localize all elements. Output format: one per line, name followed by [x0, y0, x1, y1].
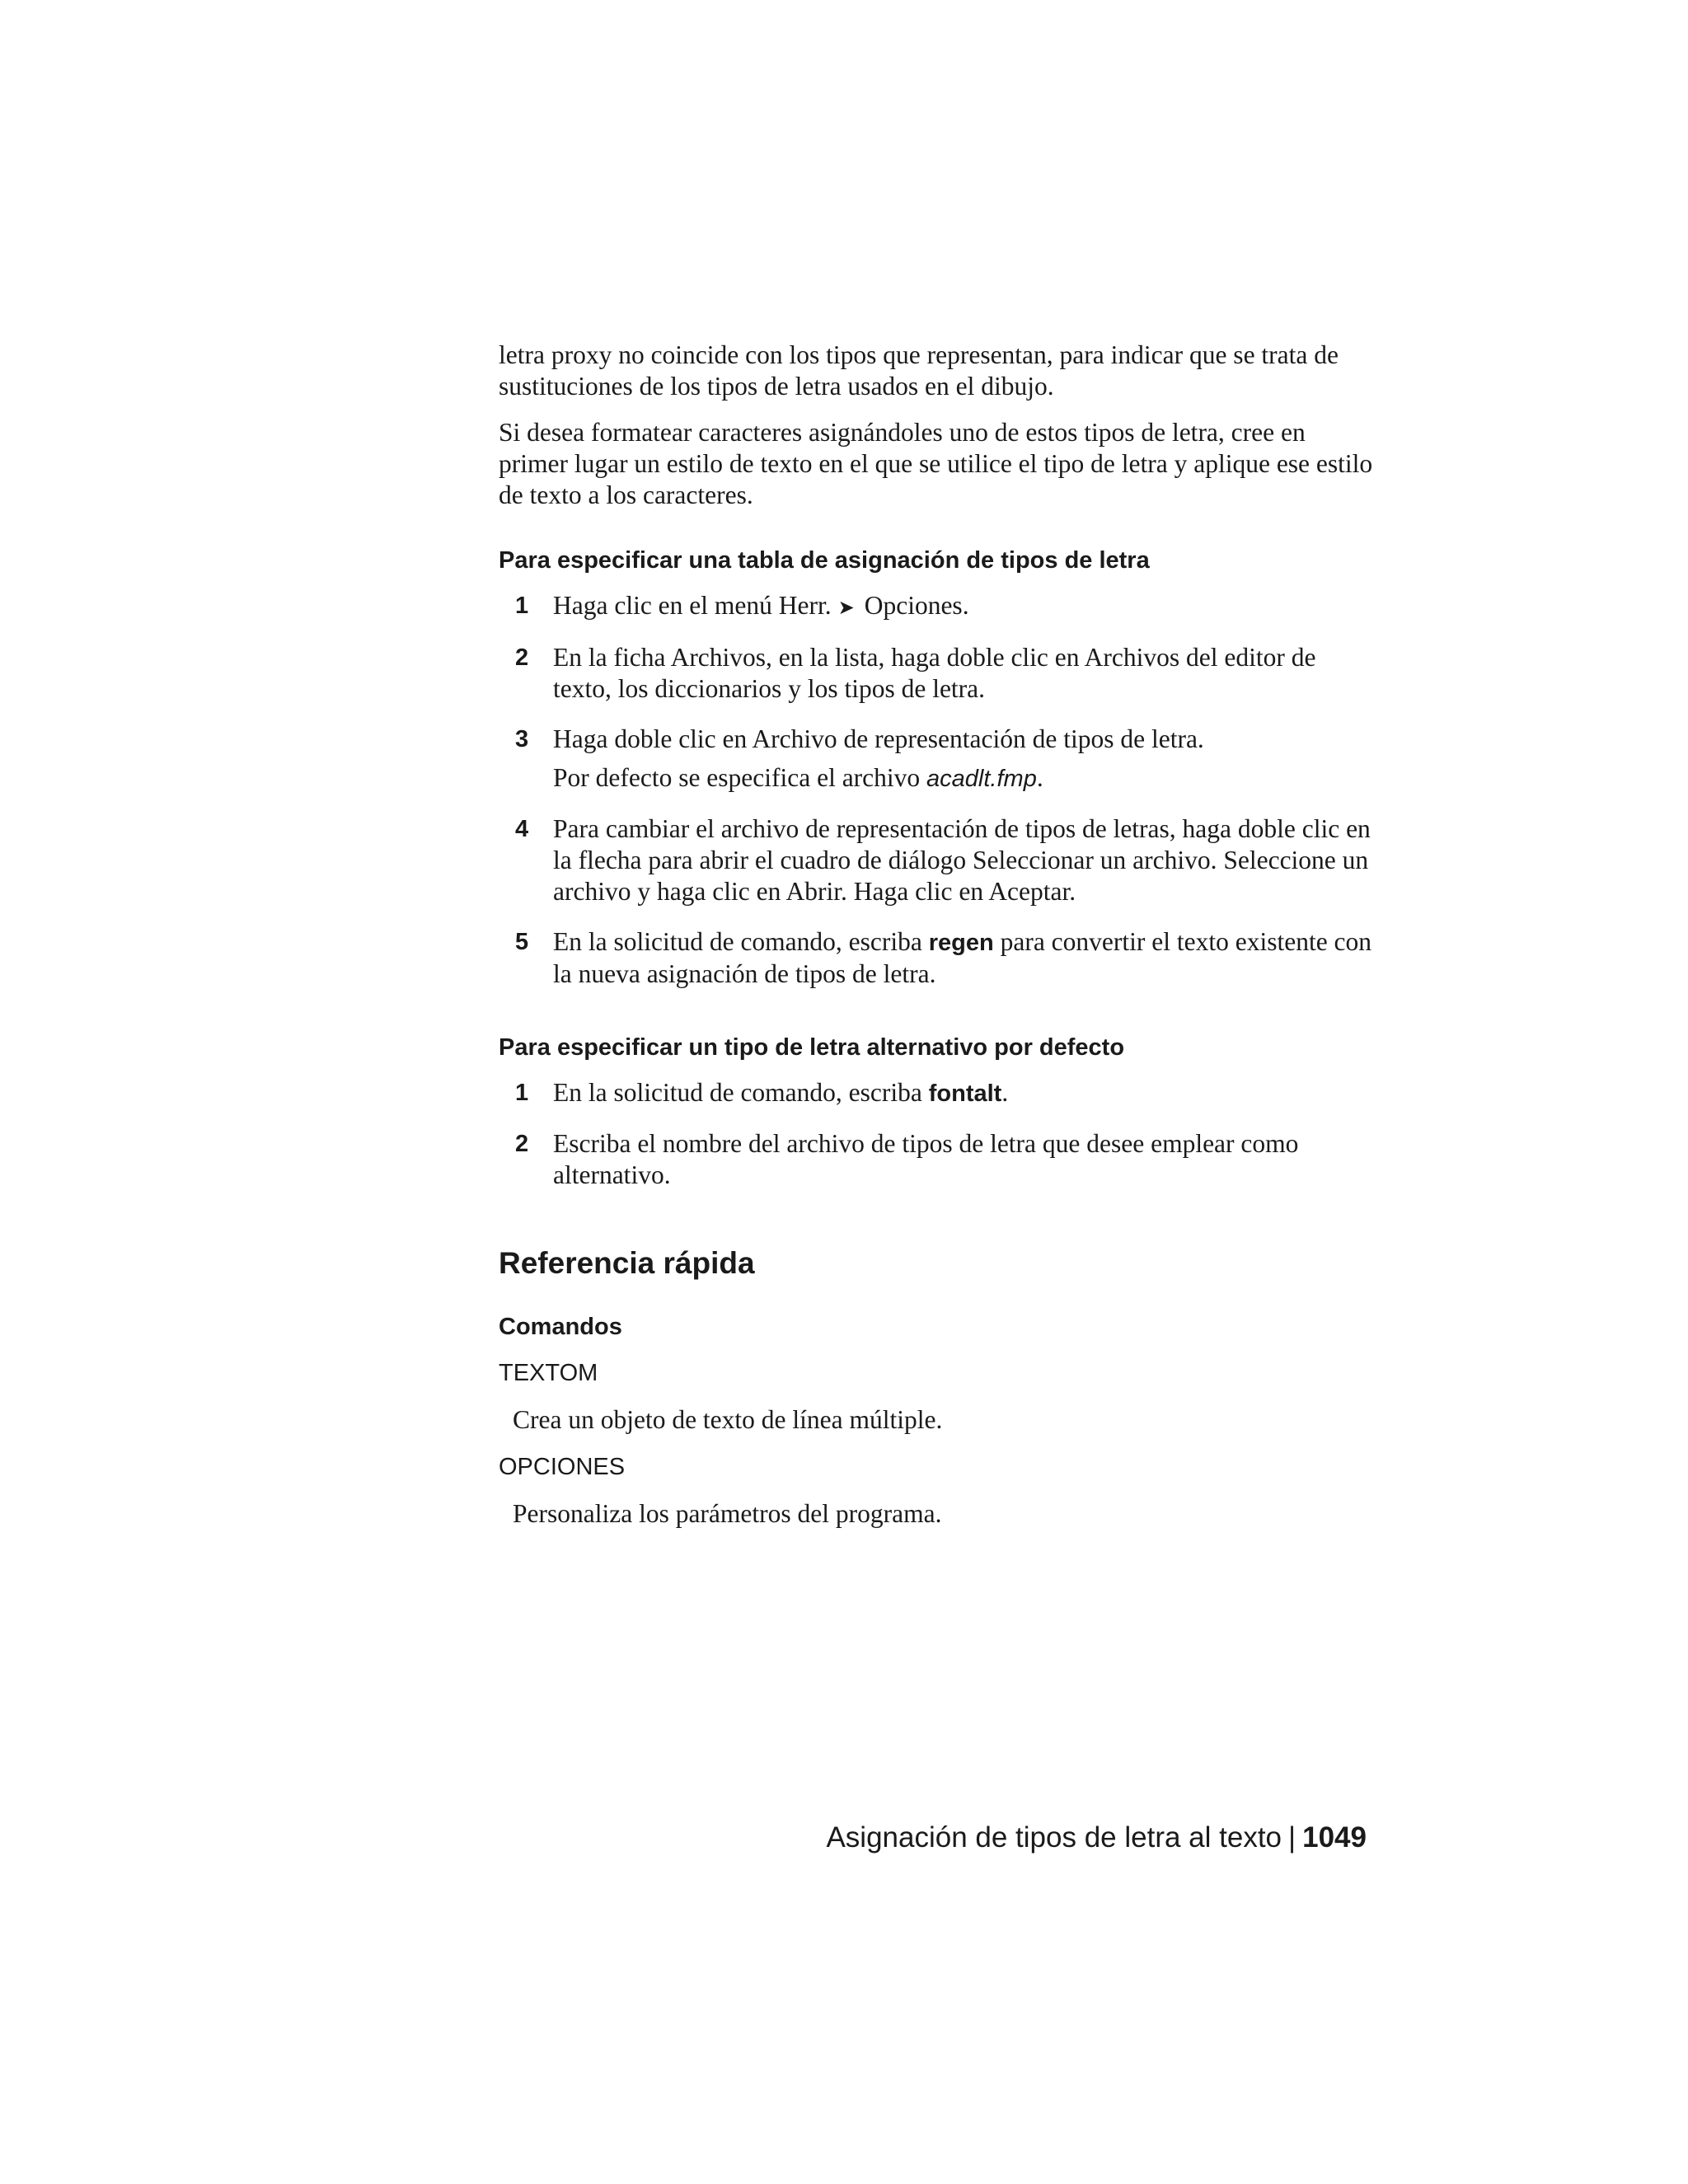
step-note-text: Por defecto se especifica el archivo [553, 763, 927, 792]
step-number: 2 [515, 644, 529, 671]
procedure-heading-alternate-font: Para especificar un tipo de letra alternativo por defecto [499, 1034, 1125, 1061]
step-text: Escriba el nombre del archivo de tipos de letra que desee emplear como alternativo. [553, 1129, 1299, 1189]
step-text: En la solicitud de comando, escriba [553, 1078, 929, 1107]
procedure-steps-alternate-font [499, 1077, 1376, 1191]
command-description: Crea un objeto de texto de línea múltiple. [513, 1405, 943, 1434]
step-text: Haga doble clic en Archivo de representación de tipos de letra. [553, 724, 1204, 753]
quick-reference-title: Referencia rápida [499, 1246, 755, 1280]
step-text: Haga clic en el menú Herr. [553, 591, 832, 620]
page-footer [826, 1820, 1367, 1856]
step-number: 2 [515, 1131, 529, 1157]
page-number: 1049 [1302, 1821, 1367, 1854]
step-number: 5 [515, 929, 529, 955]
command-keyword: fontalt [928, 1080, 1002, 1107]
page-content [499, 340, 1376, 1530]
step-item [499, 724, 1376, 794]
step-note [553, 762, 1376, 794]
step-text: En la solicitud de comando, escriba [553, 927, 929, 956]
procedure-steps-font-mapping [499, 590, 1376, 990]
step-number: 3 [515, 726, 529, 752]
step-number: 1 [515, 593, 529, 619]
step-item [499, 1077, 1376, 1109]
step-text: Para cambiar el archivo de representación de tipos de letras, haga doble clic en la flecha para abrir el cuadro de diálogo Seleccionar un archivo. Seleccione un archivo y haga clic en Abrir. Haga clic en Aceptar. [553, 814, 1371, 906]
step-item [499, 926, 1376, 990]
command-name: TEXTOM [499, 1360, 598, 1386]
step-item [499, 590, 1376, 623]
step-item [499, 813, 1376, 907]
step-number: 4 [515, 816, 529, 842]
footer-separator: | [1288, 1821, 1296, 1854]
menu-arrow-icon: ➤ [837, 596, 855, 619]
command-description: Personaliza los parámetros del programa. [513, 1499, 942, 1528]
commands-heading: Comandos [499, 1314, 622, 1340]
command-keyword: regen [928, 930, 994, 956]
footer-title: Asignación de tipos de letra al texto [826, 1821, 1282, 1854]
procedure-heading-font-mapping: Para especificar una tabla de asignación de tipos de letra [499, 547, 1150, 574]
intro-paragraph-1: letra proxy no coincide con los tipos que representan, para indicar que se trata de sustituciones de los tipos de letra usados en el dibujo. [499, 340, 1339, 401]
file-name: acadlt.fmp [926, 766, 1037, 792]
step-text-end: . [1001, 1078, 1009, 1107]
step-text-menu-item: Opciones. [864, 591, 969, 620]
step-item [499, 642, 1376, 705]
step-item [499, 1128, 1376, 1191]
step-text: En la ficha Archivos, en la lista, haga doble clic en Archivos del editor de texto, los diccionarios y los tipos de letra. [553, 643, 1316, 703]
step-note-end: . [1036, 763, 1043, 792]
intro-paragraph-2: Si desea formatear caracteres asignándoles uno de estos tipos de letra, cree en primer lugar un estilo de texto en el que se utilice el tipo de letra y aplique ese estilo de texto a los caracteres. [499, 418, 1373, 509]
step-text-end: para convertir el texto existente con la nueva asignación de tipos de letra. [553, 927, 1372, 988]
command-name: OPCIONES [499, 1454, 626, 1480]
step-number: 1 [515, 1080, 529, 1106]
